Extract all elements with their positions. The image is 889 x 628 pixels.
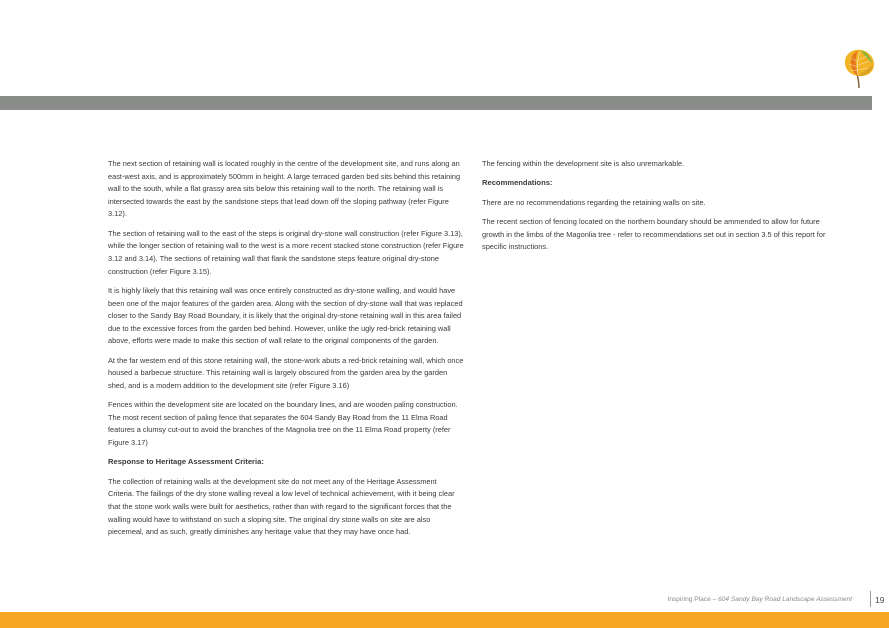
leaf-logo-icon <box>842 48 876 90</box>
paragraph: The next section of retaining wall is located roughly in the centre of the development site, and runs along an east-west axis, and is approximately 500mm in height. A large terraced garden bed sits behind this retaining wall to the south, while a flat grassy area sits below this retaining wall to the north. The retaining wall is intersected towards the east by the sandstone steps that lead down off the sloping pathway (refer Figure 3.12). <box>108 159 461 219</box>
paragraph: The fencing within the development site is also unremarkable. <box>482 159 685 168</box>
paragraph: The section of retaining wall to the east of the steps is original dry-stone wall construction (refer Figure 3.13), while the longer section of retaining wall to the west is a more recent stacked stone construction (refer Figure 3.12 and 3.14). The sections of retaining wall that flank the sandstone steps feature original dry-stone construction (refer Figure 3.15). <box>108 228 464 276</box>
paragraph: Fences within the development site are located on the boundary lines, and are wooden paling construction. The most recent section of paling fence that separates the 604 Sandy Bay Road from the 11 Elma Road features a clumsy cut-out to avoid the branches of the Magnolia tree on the 11 Elma Road property (refer Figure 3.17) <box>108 400 458 448</box>
paragraph: It is highly likely that this retaining wall was once entirely constructed as dry-stone walling, and would have been one of the major features of the garden area. Along with the section of dry-stone wall that was replaced closer to the Sandy Bay Road Boundary, it is likely that the original dry-stone retaining wall in this area failed due to the excessive forces from the garden bed behind. However, unlike the ugly red-brick retaining wall above, efforts were made to make this section of wall relate to the original components of the garden. <box>108 285 463 346</box>
paragraph: The recent section of fencing located on the northern boundary should be ammended to allow for future growth in the limbs of the Magonlia tree - refer to recommendations set out in section 3.5 of this report for specific instructions. <box>482 217 826 252</box>
section-heading: Response to Heritage Assessment Criteria: <box>108 457 264 467</box>
paragraph: There are no recommendations regarding the retaining walls on site. <box>482 197 706 207</box>
right-column <box>482 158 838 261</box>
left-column <box>108 158 464 546</box>
paragraph: The collection of retaining walls at the development site do not meet any of the Heritage Assessment Criteria. The failings of the dry stone walling reveal a low level of technical achievement, with it being clear that the stone work walls were built for aesthetics, rather than with regard to the significant forces that the walling would have to withstand on such a sloping site. The original dry stone walls on site are also piecemeal, and as such, greatly diminishes any heritage value that they may have once had. <box>108 476 455 537</box>
section-heading: Recommendations: <box>482 178 553 188</box>
footer-band <box>0 612 889 628</box>
footer-separator: – <box>710 596 719 603</box>
footer-divider <box>870 591 871 607</box>
footer-title <box>667 596 852 603</box>
footer-report-title: 604 Sandy Bay Road Landscape Assessment <box>718 596 852 603</box>
paragraph: At the far western end of this stone retaining wall, the stone-work abuts a red-brick retaining wall, which once housed a barbecue structure. This retaining wall is largely obscured from the garden area by the garden shed, and is a modern addition to the development site (refer Figure 3.16) <box>108 355 464 390</box>
page-number: 19 <box>875 595 885 605</box>
footer-brand: Inspiring Place <box>667 596 711 603</box>
header-band <box>0 96 872 110</box>
